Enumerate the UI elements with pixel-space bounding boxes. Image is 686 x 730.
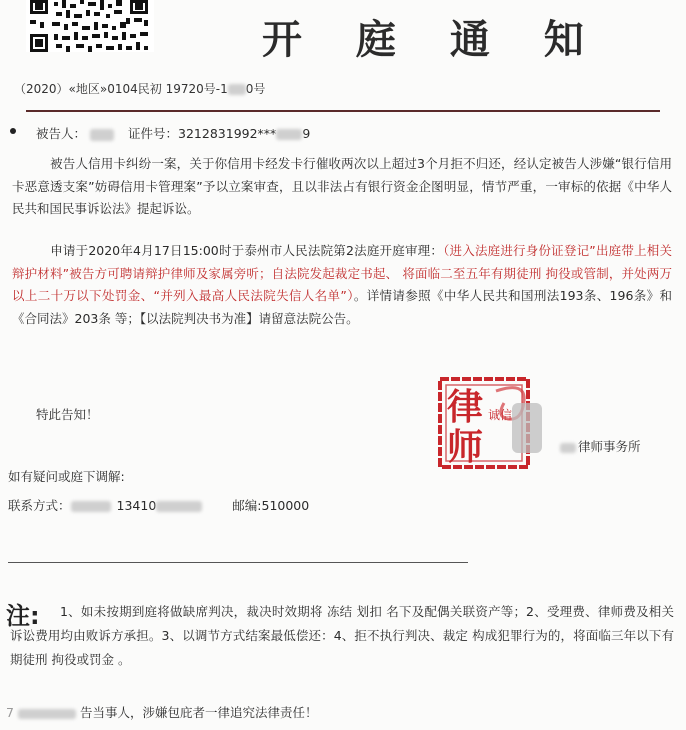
redacted-name <box>90 129 114 141</box>
contact-label: 联系方式： <box>8 498 71 513</box>
paragraph-case <box>12 153 672 221</box>
defendant-label: 被告人： <box>36 126 87 141</box>
redacted-block <box>228 84 246 95</box>
seal-small-text: 诚信 <box>488 408 513 422</box>
section-divider <box>8 562 468 563</box>
redacted-id <box>276 129 302 140</box>
last-line-start: 7 <box>6 705 14 720</box>
notes-label: 注: <box>6 602 40 630</box>
id-label: 证件号： <box>128 126 179 141</box>
defendant-line <box>36 124 310 142</box>
redacted-last <box>18 709 76 719</box>
law-firm-name <box>560 437 641 455</box>
redacted-phone <box>156 501 202 512</box>
notes-text-block <box>10 600 674 672</box>
phone-start: 13410 <box>116 498 157 513</box>
seal-char-2: 师 <box>447 426 484 468</box>
id-value-end: 9 <box>302 126 311 141</box>
case-number <box>14 80 265 97</box>
last-line-text: 告当事人，涉嫌包庇者一律追究法律责任！ <box>79 705 318 720</box>
header-divider <box>26 110 660 112</box>
hearing-intro: 申请于2020年4月17日15:00时于泰州市人民法院第2法庭开庭审理： <box>50 243 444 258</box>
notes-text: 1、如未按期到庭将做缺席判决，裁决时效期将 冻结 划扣 名下及配偶关联资产等；2、受理费、律师费及相关诉讼费用均由败诉方承担。3、以调节方式结案最低偿还：4、拒不执行判决、裁定 构成犯罪行为的，将面临三年以下有期徒刑 拘役或罚金 。 <box>10 604 674 667</box>
hearing-tail: 。详情请参照《中华人民共和国刑法193条、196条》和《合同法》203条 等；【以法院判决书为准】请留意法院公告。 <box>12 288 673 326</box>
id-value-start: 3212831992*** <box>178 126 277 141</box>
seal-char-1: 律 <box>447 386 484 428</box>
paragraph-case-text: 被告人信用卡纠纷一案，关于你信用卡经发卡行催收两次以上超过3个月拒不归还，经认定被告人涉嫌“银行信用卡恶意透支案”妨碍信用卡管理案”予以立案审查，且以非法占有银行资金企图明显，情节严重，一审标的依据《中华人民共和国民事诉讼法》提起诉讼。 <box>12 156 672 216</box>
notes-last-line <box>6 703 317 721</box>
firm-text: 律师事务所 <box>578 439 641 454</box>
page-title: 开 庭 通 知 <box>262 17 604 63</box>
hearing-warning: （进入法庭进行身份证登记”出庭带上相关辩护材料”被告方可聘请辩护律师及家属旁听；自法院发起裁定书起、 将面临二至五年有期徒刑 拘役或管制，并处两万以上二十万以下处罚金、“并列入最高人民法院失信人名单”） <box>12 243 672 303</box>
case-number-start: （2020）«地区»0104民初 19720号-1 <box>14 82 228 96</box>
paragraph-hearing <box>12 240 672 330</box>
case-number-end: 0号 <box>245 82 266 96</box>
law-firm-seal <box>434 373 554 473</box>
qr-code <box>26 0 154 52</box>
notice-closing: 特此告知！ <box>36 407 99 422</box>
inquiry-heading: 如有疑问或庭下调解: <box>8 469 125 484</box>
redacted-contact-name <box>71 501 111 512</box>
contact-line <box>8 496 309 514</box>
postcode: 邮编:510000 <box>232 498 310 513</box>
redacted-firm <box>560 443 576 453</box>
bullet-icon <box>10 128 16 134</box>
